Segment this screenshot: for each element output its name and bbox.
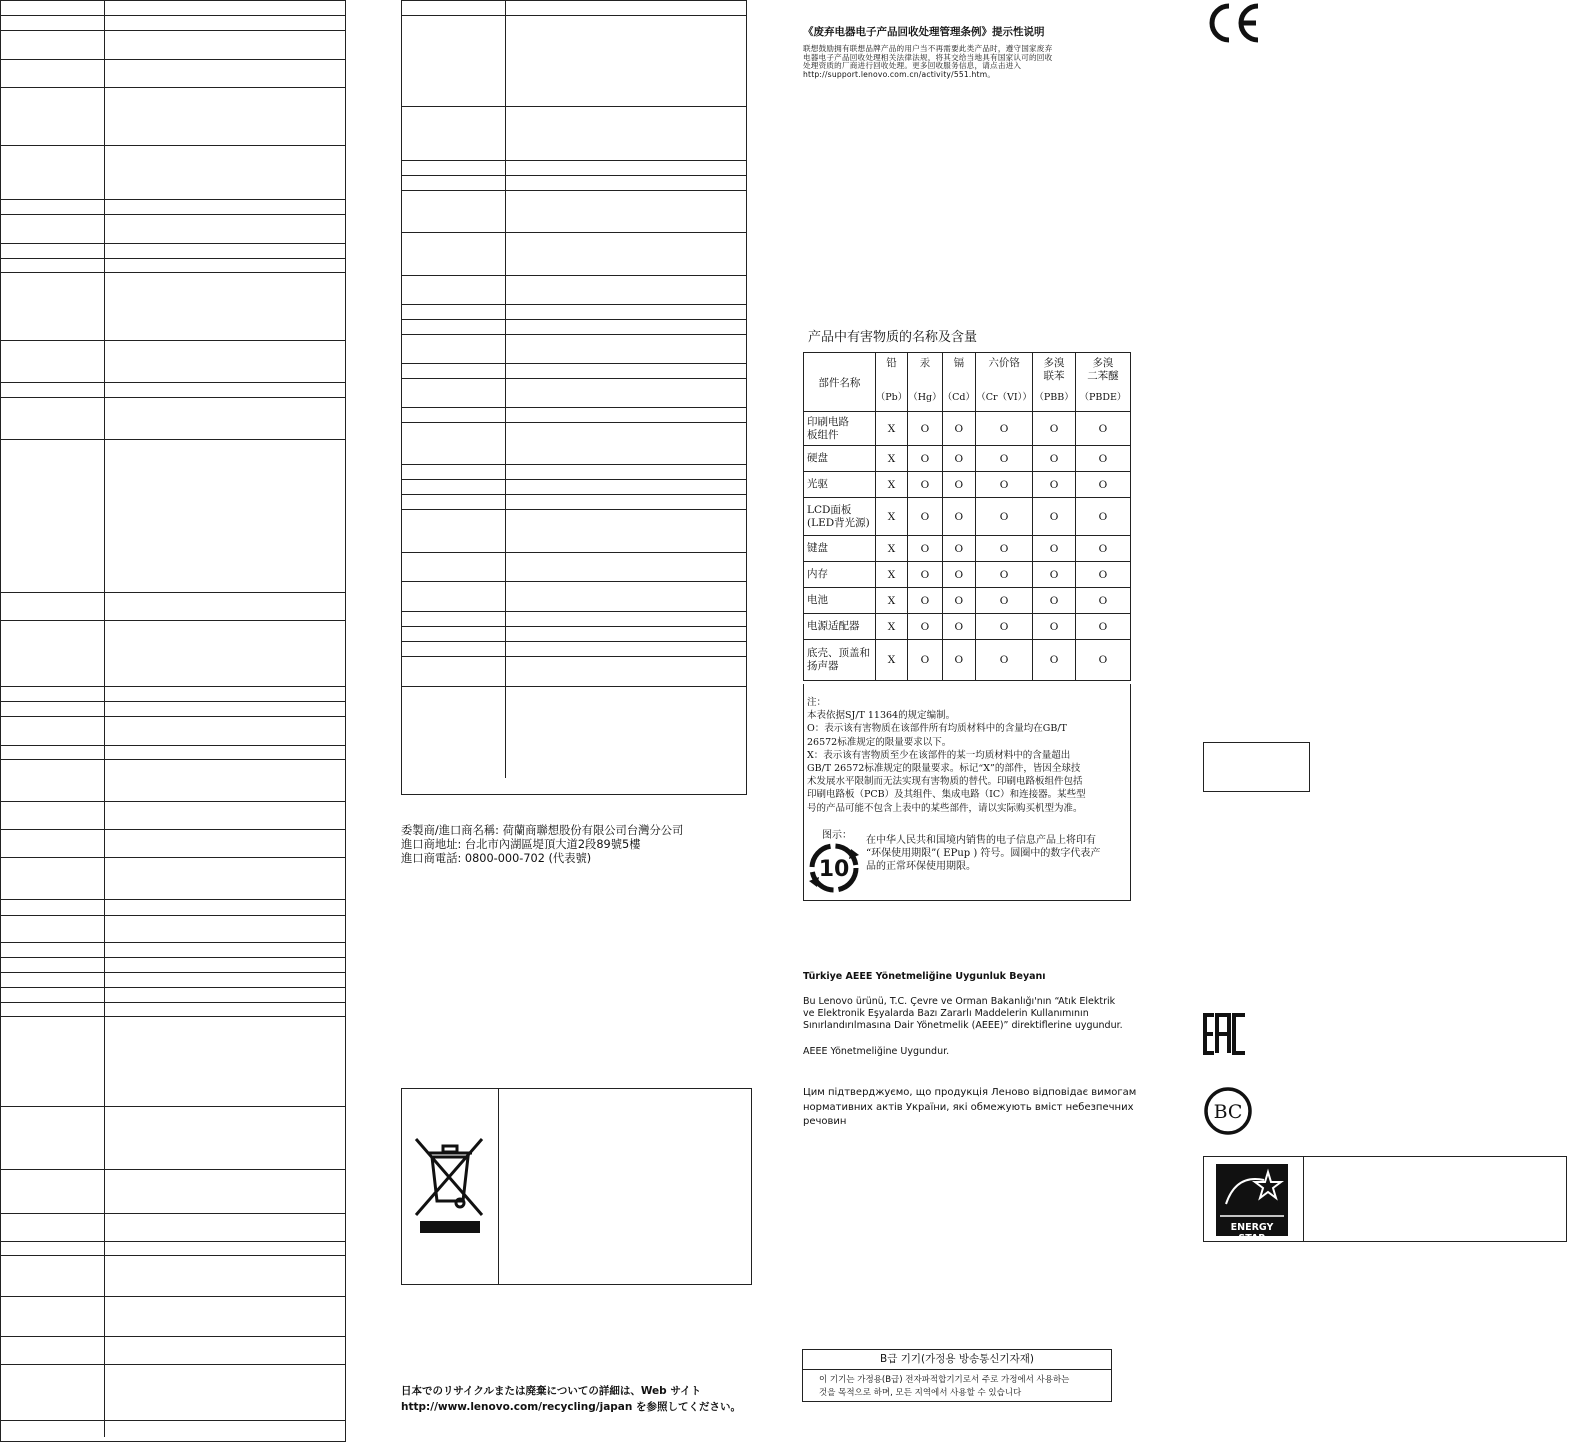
japan-recycling-line1: 日本でのリサイクルまたは廃棄についての詳細は、Web サイト — [401, 1385, 702, 1397]
note-line: 号的产品可能不包含上表中的某些部件，请以实际购买机型为准。 — [807, 802, 1083, 814]
table-header-row — [804, 353, 1131, 412]
table-row — [804, 472, 1131, 498]
table-cell — [402, 176, 506, 190]
table-row — [402, 423, 746, 465]
table-row — [1, 1337, 345, 1365]
substance-value: O — [908, 536, 942, 562]
table-cell — [1, 341, 105, 382]
table-cell — [1, 146, 105, 199]
epup-line: “环保使用期限”( EPup ) 符号。圆圈中的数字代表产 — [866, 848, 1101, 859]
epup-line: 品的正常环保使用期限。 — [866, 861, 976, 872]
table-row — [1, 259, 345, 273]
energy-star-box — [1203, 1156, 1567, 1242]
table-cell — [402, 364, 506, 378]
table-cell — [1, 383, 105, 397]
table-row — [1, 146, 345, 200]
table-cell — [1, 988, 105, 1002]
substance-header — [908, 353, 942, 412]
note-line: 26572标准规定的限量要求以下。 — [807, 736, 952, 748]
table-row — [402, 657, 746, 687]
turkey-title: Türkiye AEEE Yönetmeliğine Uygunluk Beyanı — [803, 971, 1046, 982]
table-cell — [1, 687, 105, 701]
table-row — [402, 1, 746, 16]
figure-label: 图示： — [822, 830, 852, 841]
japan-recycling-line2: http://www.lenovo.com/recycling/japan を参照してください。 — [401, 1401, 742, 1413]
hazardous-substance-table — [803, 352, 1131, 681]
table-row — [1, 746, 345, 760]
substance-value: O — [1033, 614, 1076, 640]
table-row — [1, 88, 345, 146]
table-row — [402, 480, 746, 495]
substance-value: O — [976, 562, 1033, 588]
hazardous-heading: 产品中有害物质的名称及含量 — [808, 330, 978, 345]
table-cell — [402, 1, 506, 15]
table-row — [1, 200, 345, 215]
table-row — [402, 161, 746, 176]
table-cell — [402, 465, 506, 479]
part-name: 印刷电路 板组件 — [804, 412, 876, 446]
table-row — [1, 802, 345, 830]
table-row — [402, 176, 746, 191]
table-cell — [1, 244, 105, 258]
table-cell — [1, 1, 105, 15]
table-row — [402, 305, 746, 320]
substance-value: O — [1075, 588, 1130, 614]
part-name: 电源适配器 — [804, 614, 876, 640]
substance-value: O — [1033, 562, 1076, 588]
substance-value: O — [1075, 562, 1130, 588]
table-cell — [1, 1003, 105, 1016]
table-cell — [1, 802, 105, 829]
table-cell — [1, 1421, 105, 1437]
table-row — [1, 440, 345, 593]
substance-name: 汞 — [919, 357, 931, 369]
substance-value: O — [1075, 472, 1130, 498]
turkey-line: Bu Lenovo ürünü, T.C. Çevre ve Orman Bakanlığı'nın “Atık Elektrik — [803, 996, 1116, 1007]
table-row — [1, 1365, 345, 1421]
table-row — [804, 536, 1131, 562]
table-row — [1, 1242, 345, 1256]
table-cell — [402, 510, 506, 552]
table-cell — [402, 276, 506, 304]
table-cell — [1, 943, 105, 957]
eac-mark-icon — [1203, 1013, 1247, 1055]
table-row — [402, 582, 746, 612]
table-cell — [1, 1297, 105, 1336]
table-row — [1, 858, 345, 900]
table-row — [804, 588, 1131, 614]
table-cell — [1, 88, 105, 145]
bc-mark-text: BC — [1213, 1101, 1243, 1123]
substance-value: O — [1075, 498, 1130, 536]
part-name-header: 部件名称 — [804, 353, 876, 412]
table-row — [1, 1214, 345, 1242]
table-cell — [402, 161, 506, 175]
table-cell — [1, 1214, 105, 1241]
energy-star-logo — [1216, 1164, 1288, 1244]
table-cell — [1, 31, 105, 59]
substance-value: O — [1033, 640, 1076, 681]
part-name: 电池 — [804, 588, 876, 614]
table-row — [402, 408, 746, 423]
table-cell — [402, 233, 506, 275]
substance-value: O — [908, 472, 942, 498]
substance-symbol: （Pb） — [875, 392, 908, 403]
note-line: 注： — [807, 697, 827, 708]
substance-value: O — [942, 562, 975, 588]
table-row — [1, 1256, 345, 1297]
substance-value: O — [942, 446, 975, 472]
table-row — [402, 233, 746, 276]
substance-value: O — [1033, 498, 1076, 536]
korea-header: B급 기기(가정용 방송통신기자재) — [803, 1350, 1111, 1370]
substance-value: O — [1075, 446, 1130, 472]
substance-value: O — [908, 498, 942, 536]
table-row — [1, 341, 345, 383]
korea-line: 것을 목적으로 하며, 모든 지역에서 사용할 수 있습니다 — [819, 1388, 1022, 1398]
ce-mark-icon — [1203, 2, 1263, 44]
table-cell — [1, 440, 105, 592]
table-cell — [1, 215, 105, 243]
table-cell — [402, 16, 506, 106]
taiwan-importer-address: 進口商地址: 台北市內湖區堤頂大道2段89號5樓 — [401, 838, 641, 851]
substance-value: O — [1033, 412, 1076, 446]
substance-value: O — [942, 640, 975, 681]
substance-value: O — [1075, 614, 1130, 640]
turkey-line: Sınırlandırılmasına Dair Yönetmelik (AEEE)” direktiflerine uygundur. — [803, 1020, 1123, 1031]
table-row — [1, 943, 345, 958]
substance-value: O — [1075, 536, 1130, 562]
substance-name: 镉 — [953, 357, 965, 369]
table-row — [1, 1, 345, 16]
substance-value: O — [908, 614, 942, 640]
part-name: 底壳、顶盖和 扬声器 — [804, 640, 876, 681]
table-row — [1, 1297, 345, 1337]
epup-number: 10 — [818, 857, 850, 882]
epup-line: 在中华人民共和国境内销售的电子信息产品上将印有 — [866, 835, 1096, 846]
table-row — [402, 191, 746, 233]
table-cell — [1, 702, 105, 716]
empty-table-left — [0, 0, 346, 1442]
table-row — [1, 60, 345, 88]
cn-recycling-title: 《废弃电器电子产品回收处理管理条例》提示性说明 — [803, 26, 1045, 38]
table-row — [1, 1107, 345, 1170]
table-cell — [402, 379, 506, 407]
table-row — [1, 16, 345, 31]
substance-symbol: （PBB） — [1034, 392, 1074, 403]
table-row — [1, 717, 345, 746]
table-row — [1, 988, 345, 1003]
substance-symbol: （Hg） — [908, 392, 942, 403]
cn-recycling-text — [803, 45, 1052, 79]
table-row — [402, 276, 746, 305]
turkey-line: ve Elektronik Eşyalarda Bazı Zararlı Maddelerin Kullanımının — [803, 1008, 1089, 1019]
substance-header — [976, 353, 1033, 412]
table-row — [804, 614, 1131, 640]
table-cell — [1, 1107, 105, 1169]
table-row — [1, 1017, 345, 1107]
substance-value: O — [976, 472, 1033, 498]
substance-name: 铅 — [886, 357, 897, 369]
table-cell — [1, 259, 105, 272]
table-row — [1, 830, 345, 858]
substance-value: X — [875, 614, 907, 640]
note-line: O：表示该有害物质在该部件所有均质材料中的含量均在GB/T — [807, 723, 1067, 735]
table-cell — [402, 335, 506, 363]
substance-value: O — [976, 640, 1033, 681]
substance-value: O — [976, 588, 1033, 614]
korea-line: 이 기기는 가정용(B급) 전자파적합기기로서 주로 가정에서 사용하는 — [819, 1375, 1070, 1385]
table-row — [402, 320, 746, 335]
table-cell — [1, 1337, 105, 1364]
table-row — [804, 498, 1131, 536]
korea-class-b-box — [802, 1349, 1112, 1402]
table-cell — [402, 687, 506, 778]
table-row — [402, 553, 746, 582]
table-row — [402, 510, 746, 553]
substance-value: O — [908, 640, 942, 681]
substance-value: O — [942, 498, 975, 536]
substance-value: O — [1075, 640, 1130, 681]
substance-value: X — [875, 536, 907, 562]
table-row — [402, 465, 746, 480]
note-line: X：表示该有害物质至少在该部件的某一均质材料中的含量超出 — [807, 749, 1071, 761]
cn-recycling-line: 处理资质的厂商进行回收处理。更多回收服务信息，请点击进入 — [803, 61, 1022, 70]
table-cell — [1, 858, 105, 899]
table-row — [804, 446, 1131, 472]
table-row — [1, 760, 345, 802]
table-row — [1, 621, 345, 687]
table-row — [804, 640, 1131, 681]
turkey-conform: AEEE Yönetmeliğine Uygundur. — [803, 1046, 950, 1057]
substance-value: X — [875, 498, 907, 536]
table-row — [1, 702, 345, 717]
table-row — [1, 273, 345, 341]
table-row — [1, 31, 345, 60]
table-cell — [402, 191, 506, 232]
ukraine-line: Цим підтверджуємо, що продукція Леново відповідає вимогам — [803, 1087, 1137, 1098]
substance-value: O — [942, 588, 975, 614]
table-cell — [1, 973, 105, 987]
table-row — [1, 687, 345, 702]
substance-symbol: （Cr（VI）） — [976, 392, 1032, 403]
substance-value: O — [908, 412, 942, 446]
energy-star-label: ENERGY STAR — [1230, 1222, 1274, 1244]
table-cell — [402, 495, 506, 509]
table-row — [804, 412, 1131, 446]
epup-recycle-icon — [807, 841, 861, 895]
table-row — [1, 593, 345, 621]
blank-label-box — [1203, 742, 1310, 792]
table-row — [402, 107, 746, 161]
table-cell — [1, 1256, 105, 1296]
table-row — [402, 16, 746, 107]
table-cell — [1, 746, 105, 759]
table-cell — [402, 642, 506, 656]
part-name: 光驱 — [804, 472, 876, 498]
table-cell — [402, 582, 506, 611]
substance-value: O — [942, 536, 975, 562]
table-row — [1, 916, 345, 943]
substance-value: O — [908, 588, 942, 614]
table-row — [1, 900, 345, 916]
table-cell — [402, 107, 506, 160]
table-row — [1, 1170, 345, 1214]
substance-value: O — [908, 446, 942, 472]
note-line: 印刷电路板（PCB）及其组件、集成电路（IC）和连接器。某些型 — [807, 789, 1086, 801]
table-row — [402, 627, 746, 642]
table-cell — [1, 200, 105, 214]
table-cell — [402, 553, 506, 581]
substance-value: O — [942, 614, 975, 640]
substance-header — [942, 353, 975, 412]
ukraine-line: нормативних актів України, які обмежують вміст небезпечних — [803, 1102, 1134, 1113]
substance-name: 多溴 二苯醚 — [1087, 357, 1119, 382]
table-cell — [1, 1170, 105, 1213]
note-line: GB/T 26572标准规定的限量要求。标记“X”的部件，皆因全球技 — [807, 763, 1081, 775]
epup-description — [866, 834, 1100, 873]
table-row — [1, 1421, 345, 1437]
table-row — [1, 398, 345, 440]
table-cell — [1, 16, 105, 30]
table-row — [402, 642, 746, 657]
substance-value: O — [1033, 472, 1076, 498]
taiwan-importer-phone: 進口商電話: 0800-000-702 (代表號) — [401, 852, 592, 865]
table-cell — [402, 480, 506, 494]
substance-value: X — [875, 562, 907, 588]
ukraine-line: речовин — [803, 1116, 847, 1127]
table-row — [1, 973, 345, 988]
table-cell — [1, 1017, 105, 1106]
substance-value: O — [1033, 536, 1076, 562]
substance-value: O — [976, 412, 1033, 446]
table-cell — [1, 621, 105, 686]
taiwan-importer-name: 委製商/進口商名稱: 荷蘭商聯想股份有限公司台灣分公司 — [401, 824, 684, 837]
table-cell — [1, 398, 105, 439]
cn-recycling-line: 电器电子产品回收处理相关法律法规，将其交给当地具有国家认可的回收 — [803, 52, 1053, 62]
part-name: 键盘 — [804, 536, 876, 562]
table-cell — [1, 916, 105, 942]
substance-value: O — [942, 412, 975, 446]
table-cell — [402, 423, 506, 464]
substance-value: X — [875, 472, 907, 498]
table-cell — [402, 320, 506, 334]
table-cell — [1, 593, 105, 620]
table-row — [402, 687, 746, 778]
substance-value: O — [1033, 588, 1076, 614]
table-row — [1, 215, 345, 244]
table-row — [1, 383, 345, 398]
substance-value: O — [908, 562, 942, 588]
substance-name: 六价铬 — [988, 357, 1020, 369]
substance-header — [1075, 353, 1130, 412]
cn-recycling-url: http://support.lenovo.com.cn/activity/551.htm。 — [803, 69, 996, 79]
bc-mark-icon — [1203, 1086, 1253, 1136]
table-cell — [1, 60, 105, 87]
table-row — [402, 364, 746, 379]
table-cell — [402, 657, 506, 686]
crossed-bin-icon — [412, 1135, 488, 1241]
energy-star-icon — [1216, 1164, 1288, 1222]
note-line: 术发展水平限制而无法实现有害物质的替代。印刷电路板组件包括 — [807, 776, 1083, 788]
substance-name: 多溴 联苯 — [1043, 357, 1065, 382]
table-row — [1, 244, 345, 259]
substance-value: X — [875, 588, 907, 614]
part-name: 内存 — [804, 562, 876, 588]
table-cell — [1, 717, 105, 745]
substance-value: O — [976, 446, 1033, 472]
table-cell — [402, 612, 506, 626]
weee-box — [401, 1088, 752, 1285]
table-cell — [402, 627, 506, 641]
note-line: 本表依据SJ/T 11364的规定编制。 — [807, 710, 956, 722]
cn-recycling-line: 联想鼓励拥有联想品牌产品的用户当不再需要此类产品时，遵守国家废弃 — [803, 44, 1053, 53]
substance-value: O — [976, 536, 1033, 562]
table-cell — [1, 273, 105, 340]
table-cell — [1, 900, 105, 915]
substance-value: X — [875, 640, 907, 681]
table-row — [402, 612, 746, 627]
table-row — [402, 379, 746, 408]
substance-value: X — [875, 446, 907, 472]
part-name: 硬盘 — [804, 446, 876, 472]
part-name: LCD面板 (LED背光源) — [804, 498, 876, 536]
table-cell — [402, 408, 506, 422]
substance-value: O — [976, 498, 1033, 536]
substance-value: O — [942, 472, 975, 498]
substance-value: O — [1033, 446, 1076, 472]
substance-header — [875, 353, 907, 412]
substance-value: O — [976, 614, 1033, 640]
table-row — [804, 562, 1131, 588]
table-cell — [1, 958, 105, 972]
table-row — [402, 495, 746, 510]
table-cell — [1, 1365, 105, 1420]
table-cell — [1, 760, 105, 801]
table-row — [1, 958, 345, 973]
empty-table-middle — [401, 0, 747, 795]
substance-header — [1033, 353, 1076, 412]
table-cell — [402, 305, 506, 319]
table-cell — [1, 830, 105, 857]
table-row — [1, 1003, 345, 1017]
substance-value: O — [1075, 412, 1130, 446]
table-cell — [1, 1242, 105, 1255]
substance-symbol: （Cd） — [942, 392, 975, 403]
substance-value: X — [875, 412, 907, 446]
substance-symbol: （PBDE） — [1079, 392, 1127, 403]
table-row — [402, 335, 746, 364]
